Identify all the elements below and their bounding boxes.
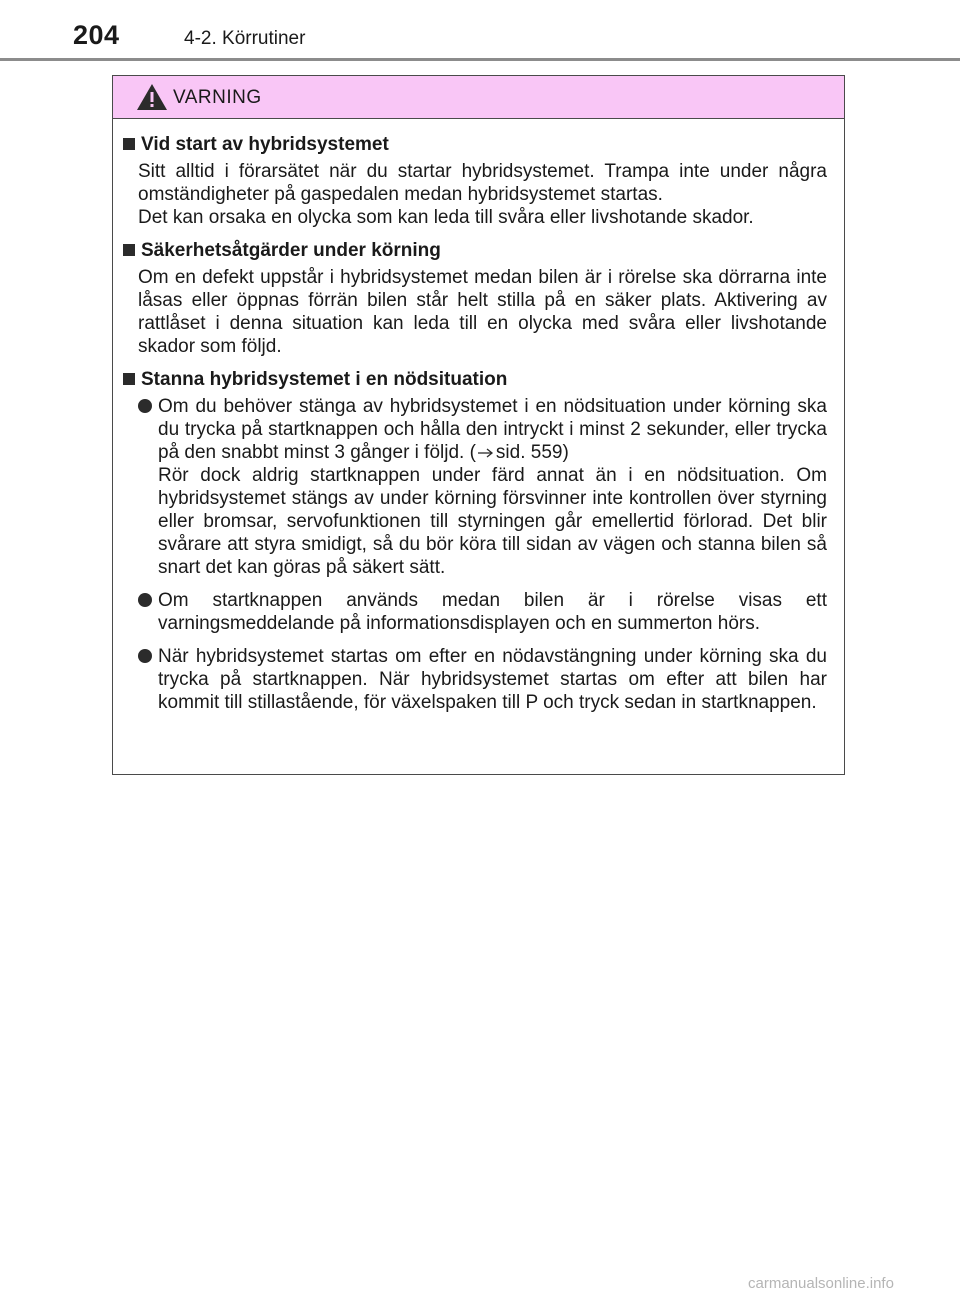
section-heading-text: Stanna hybridsystemet i en nödsituation	[141, 369, 508, 390]
circle-bullet-icon	[138, 649, 152, 663]
section-heading	[123, 239, 827, 262]
warning-section	[123, 368, 827, 714]
warning-triangle-icon	[135, 82, 169, 112]
section-heading-text: Vid start av hybridsystemet	[141, 134, 389, 155]
warning-section	[123, 133, 827, 229]
list-item	[138, 645, 827, 714]
header-rule	[0, 58, 960, 61]
warning-label: VARNING	[173, 87, 262, 108]
item-text-before-ref: Om du behöver stänga av hybridsystemet i en nödsituation under körning ska du trycka på startknappen och hålla den intryckt i minst 2 sekunder, eller trycka på den snabbt minst 3 gånger i följd. (	[158, 396, 827, 463]
section-heading-text: Säkerhetsåtgärder under körning	[141, 240, 441, 261]
arrow-right-icon	[476, 447, 496, 459]
page-header	[0, 0, 960, 64]
page-reference-link[interactable]: sid. 559)	[495, 442, 569, 463]
square-bullet-icon	[123, 373, 135, 385]
paragraph: Det kan orsaka en olycka som kan leda till svåra eller livshotande skador.	[138, 207, 754, 228]
paragraph: När hybridsystemet startas om efter en nödavstängning under körning ska du trycka på startknappen. När hybridsystemet startas om efter att bilen har kommit till stillastående, för växelspaken till P och tryck sedan in startknappen.	[158, 646, 827, 713]
square-bullet-icon	[123, 138, 135, 150]
warning-header	[113, 76, 844, 119]
paragraph	[158, 395, 827, 464]
section-paragraphs	[138, 160, 827, 229]
paragraph: Sitt alltid i förarsätet när du startar hybridsystemet. Trampa inte under några omständigheter på gaspedalen medan hybridsystemet startas.	[138, 161, 827, 205]
circle-bullet-icon	[138, 399, 152, 413]
section-title: 4-2. Körrutiner	[184, 28, 306, 49]
list-item	[138, 395, 827, 579]
list-item-text	[158, 589, 827, 635]
circle-bullet-icon	[138, 593, 152, 607]
square-bullet-icon	[123, 244, 135, 256]
section-heading	[123, 133, 827, 156]
paragraph: Om en defekt uppstår i hybridsystemet medan bilen är i rörelse ska dörrarna inte låsas eller öppnas förrän bilen står helt stilla på en säker plats. Aktivering av rattlåset i denna situation kan leda till en olycka med svåra eller livshotande skador som följd.	[138, 267, 827, 357]
warning-body	[113, 119, 844, 714]
paragraph: Rör dock aldrig startknappen under färd annat än i en nödsituation. Om hybridsystemet stängs av under körning försvinner inte kontrollen över styrning eller bromsar, servofunktionen till styrningen går emellertid förlorad. Det blir svårare att styra smidigt, så du bör köra till sidan av vägen och stanna bilen så snart det kan göras på säkert sätt.	[158, 465, 827, 578]
list-item	[138, 589, 827, 635]
paragraph: Om startknappen används medan bilen är i rörelse visas ett varningsmeddelande på informationsdisplayen och en summerton hörs.	[158, 590, 827, 634]
warning-section	[123, 239, 827, 358]
section-paragraphs	[138, 266, 827, 358]
list-item-text	[158, 645, 827, 714]
page-number: 204	[73, 20, 120, 50]
warning-box	[112, 75, 845, 775]
site-watermark: carmanualsonline.info	[748, 1275, 894, 1292]
list-item-text	[158, 395, 827, 579]
section-heading	[123, 368, 827, 391]
